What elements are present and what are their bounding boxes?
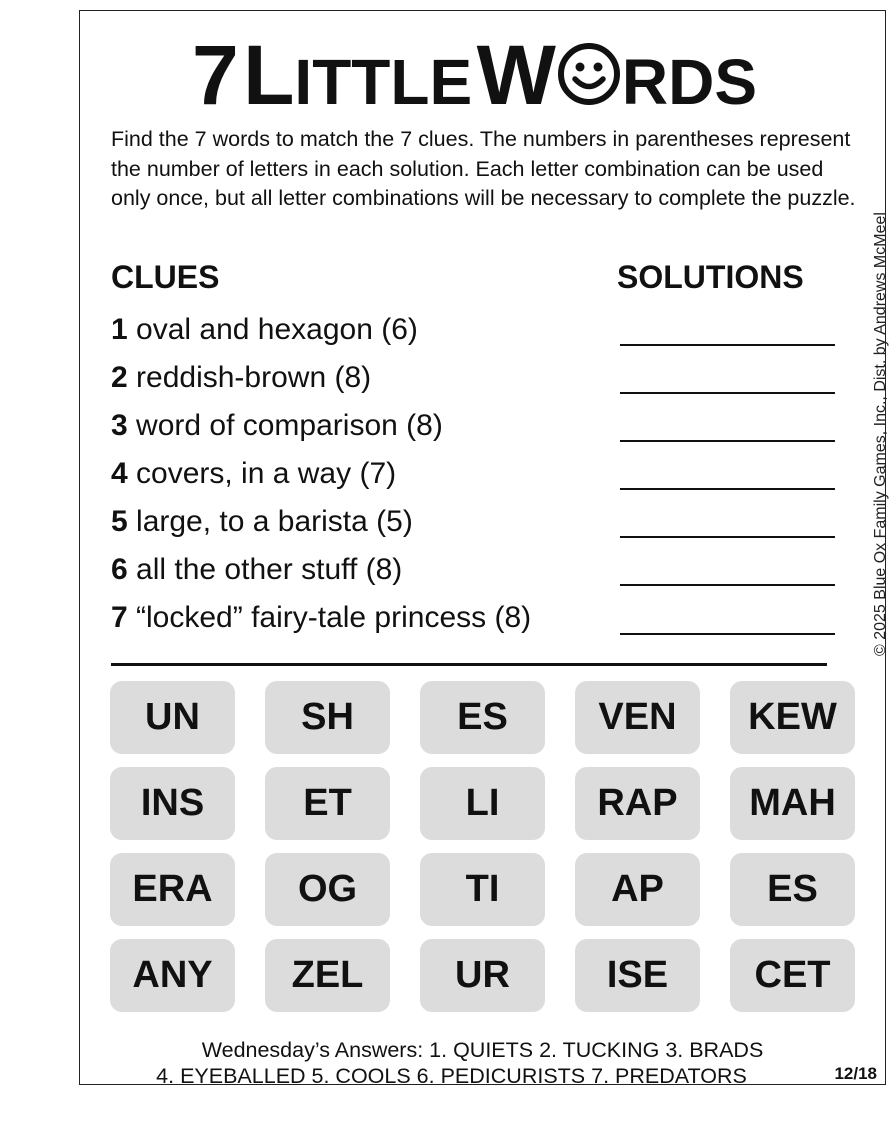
clue-6 bbox=[111, 555, 402, 585]
letter-tile[interactable]: INS bbox=[110, 767, 235, 840]
letter-tile[interactable]: UR bbox=[420, 939, 545, 1012]
clue-text: all the other stuff (8) bbox=[136, 553, 403, 586]
title-seven: 7 bbox=[191, 28, 239, 122]
letter-tile[interactable]: CET bbox=[730, 939, 855, 1012]
answers-line-1: Wednesday’s Answers: 1. QUIETS 2. TUCKING 3. BRADS bbox=[201, 1038, 764, 1062]
clue-text: word of comparison (8) bbox=[136, 409, 443, 442]
puzzle-frame bbox=[79, 10, 889, 1088]
solution-blank-7[interactable] bbox=[620, 633, 835, 635]
clue-3 bbox=[111, 411, 443, 441]
answers-line-2: 4. EYEBALLED 5. COOLS 6. PEDICURISTS 7. PREDATORS bbox=[156, 1064, 747, 1088]
letter-tile[interactable]: ZEL bbox=[265, 939, 390, 1012]
puzzle-date: 12/18 bbox=[834, 1064, 877, 1083]
section-divider bbox=[111, 663, 827, 666]
title-l: L bbox=[243, 28, 295, 122]
clue-number: 4 bbox=[111, 457, 128, 490]
clue-number: 1 bbox=[111, 313, 128, 346]
previous-answers bbox=[80, 1037, 885, 1089]
title-ittle: ITTLE bbox=[294, 46, 473, 118]
solution-blank-1[interactable] bbox=[620, 344, 835, 346]
clue-1 bbox=[111, 315, 418, 345]
clue-number: 2 bbox=[111, 361, 128, 394]
letter-tile[interactable]: SH bbox=[265, 681, 390, 754]
letter-tile[interactable]: ET bbox=[265, 767, 390, 840]
copyright-notice: © 2025 Blue Ox Family Games, Inc., Dist. by Andrews McMeel bbox=[872, 212, 889, 656]
letter-tile[interactable]: ANY bbox=[110, 939, 235, 1012]
clue-2 bbox=[111, 363, 371, 393]
clues-header: CLUES bbox=[111, 259, 220, 295]
clue-text: oval and hexagon (6) bbox=[136, 313, 418, 346]
solution-blank-2[interactable] bbox=[620, 392, 835, 394]
puzzle-title bbox=[80, 28, 869, 122]
solution-blank-6[interactable] bbox=[620, 584, 835, 586]
clue-number: 7 bbox=[111, 601, 128, 634]
letter-tile[interactable]: RAP bbox=[575, 767, 700, 840]
letter-tile[interactable]: UN bbox=[110, 681, 235, 754]
letter-tile[interactable]: VEN bbox=[575, 681, 700, 754]
clue-7 bbox=[111, 603, 531, 633]
solution-blank-4[interactable] bbox=[620, 488, 835, 490]
letter-tile[interactable]: TI bbox=[420, 853, 545, 926]
clue-text: covers, in a way (7) bbox=[136, 457, 397, 490]
solution-blank-3[interactable] bbox=[620, 440, 835, 442]
letter-tile[interactable]: ES bbox=[730, 853, 855, 926]
letter-tile[interactable]: ES bbox=[420, 681, 545, 754]
solution-blank-5[interactable] bbox=[620, 536, 835, 538]
letter-tile[interactable]: KEW bbox=[730, 681, 855, 754]
solutions-header: SOLUTIONS bbox=[617, 259, 804, 295]
letter-tile[interactable]: AP bbox=[575, 853, 700, 926]
clue-text: reddish-brown (8) bbox=[136, 361, 372, 394]
letter-tile[interactable]: OG bbox=[265, 853, 390, 926]
clue-number: 6 bbox=[111, 553, 128, 586]
clue-5 bbox=[111, 507, 413, 537]
clue-number: 5 bbox=[111, 505, 128, 538]
title-w: W bbox=[476, 28, 556, 122]
clue-text: “locked” fairy-tale princess (8) bbox=[136, 601, 532, 634]
letter-tile[interactable]: MAH bbox=[730, 767, 855, 840]
letter-tile[interactable]: ISE bbox=[575, 939, 700, 1012]
clue-number: 3 bbox=[111, 409, 128, 442]
clue-4 bbox=[111, 459, 396, 489]
smiley-face-icon bbox=[557, 42, 621, 106]
letter-tile[interactable]: LI bbox=[420, 767, 545, 840]
instructions-text: Find the 7 words to match the 7 clues. The numbers in parentheses represent the number of letters in each solution. Each letter combination can be used only once, but all letter combinations will be necessary to complete the puzzle. bbox=[111, 127, 856, 210]
letter-tile[interactable]: ERA bbox=[110, 853, 235, 926]
clue-text: large, to a barista (5) bbox=[136, 505, 413, 538]
title-rds: RDS bbox=[621, 46, 758, 118]
